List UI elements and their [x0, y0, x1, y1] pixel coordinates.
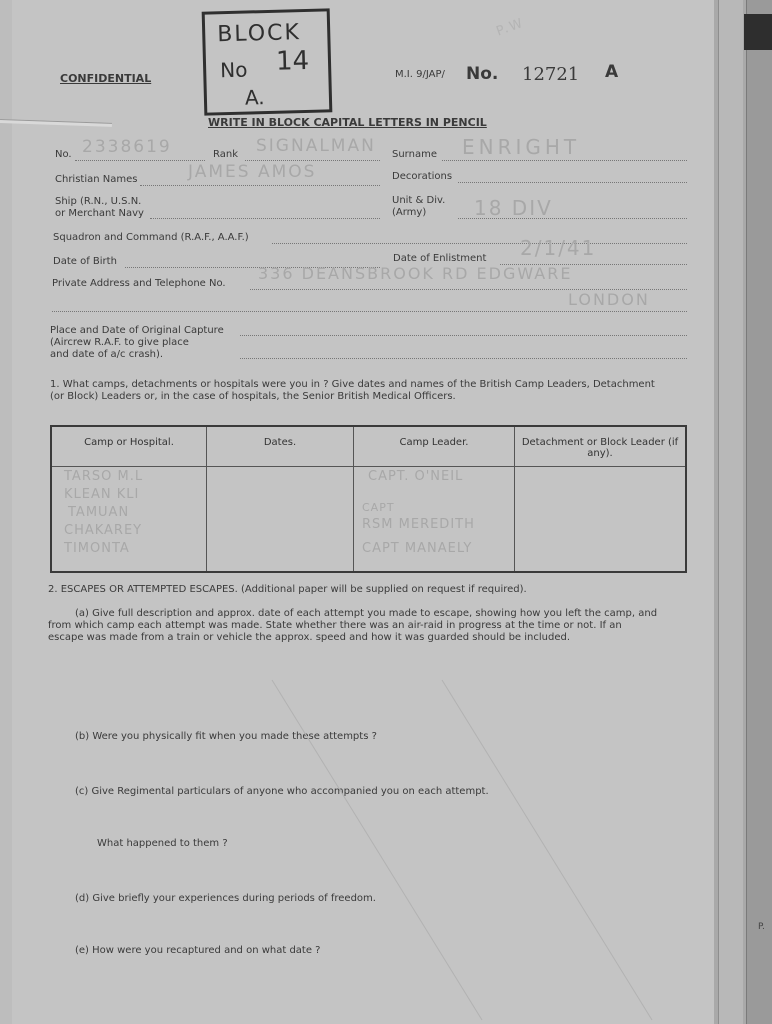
leader-entry: CAPT	[362, 500, 395, 514]
dates-cell	[207, 466, 354, 572]
capture-label: Place and Date of Original Capture	[50, 325, 224, 336]
block-stamp	[202, 8, 333, 115]
leader-entry: CAPT. O'NEIL	[368, 468, 464, 484]
file-page-stack	[714, 0, 772, 1024]
fold-lines	[12, 640, 712, 1024]
rank-value: SIGNALMAN	[256, 136, 376, 156]
stamp-no-value: 14	[275, 45, 310, 77]
header-dates: Dates.	[207, 426, 354, 466]
instruction-line: WRITE IN BLOCK CAPITAL LETTERS IN PENCIL	[208, 116, 487, 129]
christian-names-label: Christian Names	[55, 174, 138, 185]
christian-names-value: JAMES AMOS	[188, 162, 317, 182]
leader-entry: RSM MEREDITH	[362, 516, 475, 532]
unit-label-2: (Army)	[392, 207, 427, 218]
question-1-text-2: (or Block) Leaders or, in the case of hospitals, the Senior British Medical Officers.	[50, 391, 456, 402]
question-2c-text: (c) Give Regimental particulars of anyone who accompanied you on each attempt.	[75, 786, 489, 797]
camp-entry: TAMUAN	[68, 504, 130, 520]
camp-entry: TIMONTA	[64, 540, 130, 556]
confidential-label: CONFIDENTIAL	[60, 72, 152, 85]
surname-value: ENRIGHT	[462, 135, 581, 159]
squadron-label: Squadron and Command (R.A.F., A.A.F.)	[53, 232, 249, 243]
stamp-letter: A.	[244, 85, 265, 110]
pencil-note: P.W	[494, 15, 527, 40]
ship-label: Ship (R.N., U.S.N.	[55, 196, 142, 207]
question-2a-text: (a) Give full description and approx. date of each attempt you made to escape, showing how you left the camp, and	[75, 608, 658, 619]
header-no-label: No.	[466, 64, 499, 84]
stamp-block-text: BLOCK	[216, 20, 302, 48]
header-detachment-leader: Detachment or Block Leader (if any).	[515, 426, 687, 466]
no-label: No.	[55, 149, 72, 160]
rank-label: Rank	[213, 149, 238, 160]
surname-label: Surname	[392, 149, 437, 160]
capture-label-3: and date of a/c crash).	[50, 349, 164, 360]
enlistment-label: Date of Enlistment	[393, 253, 487, 264]
margin-mark: P.	[758, 922, 765, 932]
no-value: 2338619	[82, 137, 172, 157]
question-2a-text-2: from which camp each attempt was made. State whether there was an air-raid in progress at the time or not. If an	[48, 620, 622, 631]
address-value: 336 DEANSBROOK RD EDGWARE	[258, 264, 573, 283]
question-2a-text-3: escape was made from a train or vehicle the approx. speed and how it was guarded should be included.	[48, 632, 571, 643]
form-letter: A	[605, 62, 619, 82]
camp-entry: TARSO M.L	[64, 468, 144, 484]
question-2b-text: (b) Were you physically fit when you made these attempts ?	[75, 731, 377, 742]
question-1-text: 1. What camps, detachments or hospitals were you in ? Give dates and names of the British Camp Leaders, Detachment	[50, 379, 655, 390]
enlistment-value: 2/1/41	[520, 236, 597, 260]
unit-value: 18 DIV	[474, 196, 553, 220]
question-2-title: 2. ESCAPES OR ATTEMPTED ESCAPES. (Additional paper will be supplied on request if required).	[48, 584, 527, 595]
header-camp-leader: Camp Leader.	[354, 426, 515, 466]
ship-label-2: or Merchant Navy	[55, 208, 144, 219]
camps-table	[50, 425, 687, 573]
capture-label-2: (Aircrew R.A.F. to give place	[50, 337, 189, 348]
question-2e-text: (e) How were you recaptured and on what date ?	[75, 945, 321, 956]
leader-cell	[354, 466, 515, 572]
decorations-label: Decorations	[392, 171, 453, 182]
camp-cell	[51, 466, 207, 572]
form-number: 12721	[522, 64, 580, 85]
leader-entry: CAPT MANAELY	[362, 540, 473, 556]
question-2d-text: (d) Give briefly your experiences during periods of freedom.	[75, 893, 376, 904]
address-value-2: LONDON	[568, 290, 650, 309]
dob-label: Date of Birth	[53, 256, 117, 267]
detachment-cell	[515, 466, 687, 572]
address-label: Private Address and Telephone No.	[52, 278, 226, 289]
question-2c-followup: What happened to them ?	[97, 838, 228, 849]
reference-code: M.I. 9/JAP/	[395, 69, 445, 80]
unit-label: Unit & Div.	[392, 195, 446, 206]
stamp-no-label: No	[219, 57, 248, 83]
camp-entry: KLEAN KLI	[64, 486, 140, 502]
camp-entry: CHAKAREY	[64, 522, 143, 538]
header-camp: Camp or Hospital.	[51, 426, 207, 466]
